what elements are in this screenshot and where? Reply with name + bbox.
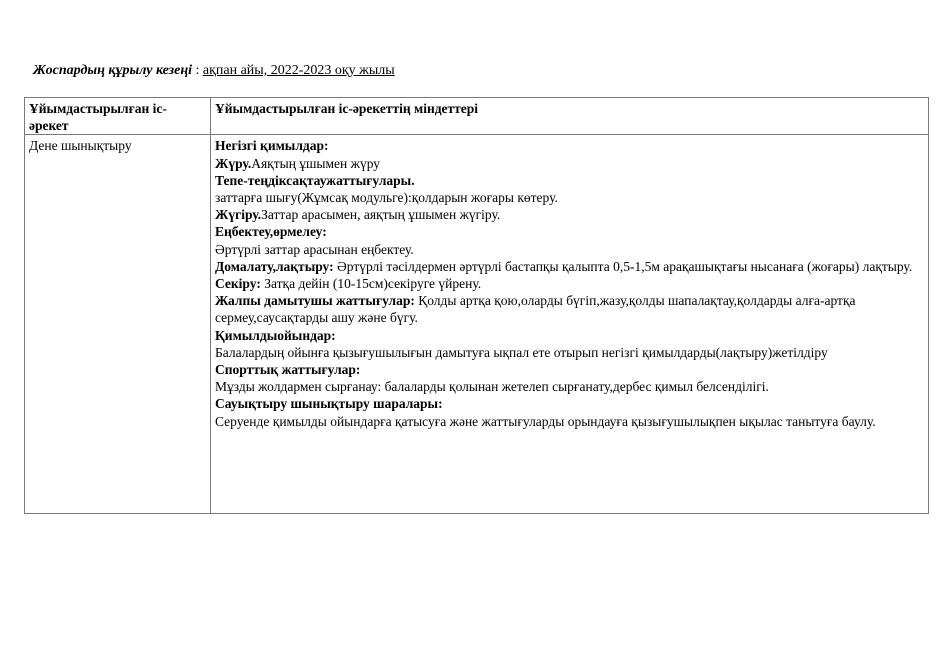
section-active-games-text: Балалардың ойынға қызығушылығын дамытуға ықпал ете отырып негізгі қимылдарды(лақтыру)жетілдіру xyxy=(215,344,828,360)
section-crawling-text: Әртүрлі заттар арасынан еңбектеу. xyxy=(215,241,414,257)
section-main-movements-title: Негізгі қимылдар: xyxy=(215,138,329,154)
section-walking-title: Жүру. xyxy=(215,155,252,171)
plan-period-label: Жоспардың құрылу кезеңі xyxy=(33,63,192,78)
section-walking xyxy=(215,155,924,172)
table-header-row xyxy=(25,98,929,135)
section-sport-exercises-text: Мұзды жолдармен сырғанау: балаларды қолынан жетелеп сырғанату,дербес қимыл белсенділігі. xyxy=(215,379,769,395)
section-balance-title: Тепе-теңдіксақтаужаттығулары. xyxy=(215,172,415,188)
section-walking-text: Аяқтың ұшымен жүру xyxy=(251,155,381,171)
section-general-exercises-title: Жалпы дамытушы жаттығулар: xyxy=(215,293,415,309)
section-active-games-title: Қимылдыойындар: xyxy=(215,327,336,343)
section-jumping-title: Секіру: xyxy=(215,276,261,292)
section-running-title: Жүгіру. xyxy=(215,207,262,223)
section-throwing xyxy=(215,258,924,275)
section-crawling-title: Еңбектеу,өрмелеу: xyxy=(215,224,327,240)
section-throwing-text: Әртүрлі тәсілдермен әртүрлі бастапқы қалыпта 0,5-1,5м арақашықтағы нысанаға (жоғары) лақтыру. xyxy=(333,258,913,274)
section-jumping-text: Затқа дейін (10-15см)секіруге үйрену. xyxy=(260,276,482,292)
section-sport-exercises-title: Спорттық жаттығулар: xyxy=(215,362,361,378)
table-row xyxy=(25,135,929,514)
tasks-cell xyxy=(211,135,929,514)
activity-cell: Дене шынықтыру xyxy=(25,135,211,514)
section-general-exercises xyxy=(215,292,924,326)
header-tasks: Ұйымдастырылған іс-әрекеттің міндеттері xyxy=(211,98,929,135)
section-health-measures-text: Серуенде қимылды ойындарға қатысуға және жаттығуларды орындауға қызығушылықпен ықылас танытуға баулу. xyxy=(215,413,876,429)
section-running-text: Заттар арасымен, аяқтың ұшымен жүгіру. xyxy=(261,207,501,223)
activity-plan-table xyxy=(24,97,929,514)
section-running xyxy=(215,206,924,223)
plan-period-heading xyxy=(33,62,395,79)
header-activity: Ұйымдастырылған іс-әрекет xyxy=(25,98,211,135)
plan-period-value: ақпан айы, 2022-2023 оқу жылы xyxy=(202,63,395,78)
section-balance-text: заттарға шығу(Жұмсақ модульге):қолдарын жоғары көтеру. xyxy=(215,190,558,206)
section-throwing-title: Домалату,лақтыру: xyxy=(215,258,334,274)
plan-period-separator: : xyxy=(191,63,203,78)
section-health-measures-title: Сауықтыру шынықтыру шаралары: xyxy=(215,396,443,412)
section-jumping xyxy=(215,275,924,292)
section-general-exercises-text: Қолды артқа қою,оларды бүгіп,жазу,қолды шапалақтау,қолдарды алға-артқа сермеу,саусақтарды ашу және бүгу. xyxy=(215,293,856,326)
